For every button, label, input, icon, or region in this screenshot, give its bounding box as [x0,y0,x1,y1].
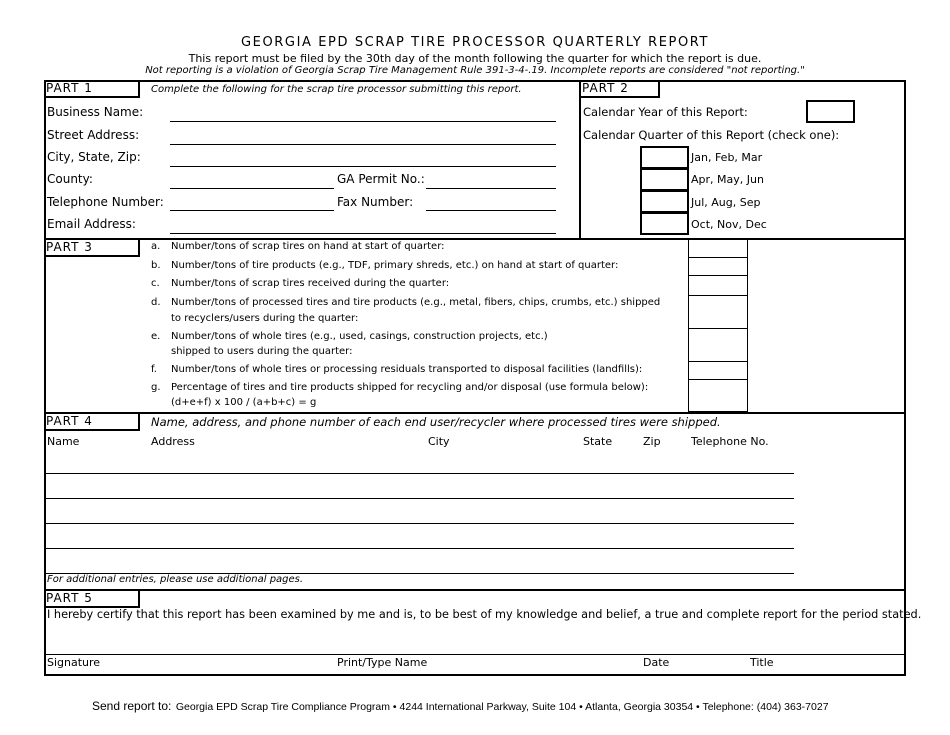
item-b-letter: b. [151,260,161,271]
col-state: State [583,435,613,448]
fax-label: Fax Number: [337,195,414,209]
form-warning: Not reporting is a violation of Georgia Scrap Tire Management Rule 391-3-4-.19. Incomplete reports are considered "not reporting." [145,65,805,76]
footer [92,697,829,715]
quarter-label-q4: Oct, Nov, Dec [691,218,767,231]
quarter-checkbox-q1[interactable] [640,146,689,169]
col-address: Address [151,435,195,448]
col-city: City [428,435,450,448]
form-title: GEORGIA EPD SCRAP TIRE PROCESSOR QUARTERLY REPORT [240,35,710,50]
send-report-address: Georgia EPD Scrap Tire Compliance Program • 4244 International Parkway, Suite 104 • Atlanta, Georgia 30354 • Telephone: (404) 363-7027 [175,701,829,713]
item-a-letter: a. [151,241,161,252]
item-e-text: Number/tons of whole tires (e.g., used, casings, construction projects, etc.) [171,331,548,342]
answer-box-c[interactable] [688,275,748,296]
quarter-label-q3: Jul, Aug, Sep [691,196,761,209]
part2-label: PART 2 [580,80,660,98]
certification-text: I hereby certify that this report has been examined by me and is, to be best of my knowledge and belief, a true and complete report for the period stated. [47,608,922,621]
col-zip: Zip [643,435,661,448]
quarter-label-q2: Apr, May, Jun [691,173,764,186]
part4-label: PART 4 [44,413,140,431]
fax-field[interactable] [426,210,556,211]
print-name-label: Print/Type Name [337,656,428,669]
item-f-letter: f. [151,364,157,375]
item-d-letter: d. [151,297,161,308]
part5-label: PART 5 [44,590,140,608]
item-g-text: Percentage of tires and tire products shipped for recycling and/or disposal (use formula below): [171,382,649,393]
city-state-zip-field[interactable] [170,166,556,167]
item-d-text-2: to recyclers/users during the quarter: [171,313,359,324]
calendar-year-label: Calendar Year of this Report: [583,105,748,119]
calendar-year-box[interactable] [806,100,855,123]
signature-line[interactable] [44,654,906,655]
answer-box-f[interactable] [688,361,748,380]
divider-part5 [44,589,906,591]
item-d-text: Number/tons of processed tires and tire products (e.g., metal, fibers, chips, crumbs, etc.) shipped [171,297,661,308]
city-state-zip-label: City, State, Zip: [47,150,141,164]
item-g-text-2: (d+e+f) x 100 / (a+b+c) = g [171,397,317,408]
part4-footnote: For additional entries, please use additional pages. [47,574,304,585]
divider-part1-part2 [579,80,581,240]
email-label: Email Address: [47,217,136,231]
telephone-label: Telephone Number: [47,195,164,209]
col-telephone: Telephone No. [691,435,769,448]
part1-label: PART 1 [44,80,140,98]
street-address-field[interactable] [170,144,556,145]
calendar-quarter-label: Calendar Quarter of this Report (check one): [583,128,840,142]
item-e-letter: e. [151,331,161,342]
divider-part4 [44,412,906,414]
quarter-checkbox-q4[interactable] [640,212,689,235]
signature-label: Signature [47,656,101,669]
item-f-text: Number/tons of whole tires or processing residuals transported to disposal facilities (landfills): [171,364,643,375]
quarter-checkbox-q2[interactable] [640,168,689,191]
answer-box-e[interactable] [688,328,748,362]
item-b-text: Number/tons of tire products (e.g., TDF, primary shreds, etc.) on hand at start of quarter: [171,260,619,271]
ga-permit-field[interactable] [426,188,556,189]
answer-box-d[interactable] [688,295,748,329]
send-report-label: Send report to: [92,699,172,713]
item-c-letter: c. [151,278,160,289]
part4-instruction: Name, address, and phone number of each end user/recycler where processed tires were shipped. [151,415,721,429]
answer-box-b[interactable] [688,257,748,276]
divider-part3 [44,238,906,240]
entry-line-1[interactable] [44,473,794,474]
business-name-label: Business Name: [47,105,144,119]
item-g-letter: g. [151,382,161,393]
answer-box-g[interactable] [688,379,748,412]
ga-permit-label: GA Permit No.: [337,172,425,186]
part3-label: PART 3 [44,239,140,257]
business-name-field[interactable] [170,121,556,122]
date-label: Date [643,656,670,669]
title-label: Title [750,656,774,669]
quarter-label-q1: Jan, Feb, Mar [691,151,763,164]
street-address-label: Street Address: [47,128,140,142]
email-field[interactable] [170,233,556,234]
telephone-field[interactable] [170,210,334,211]
answer-box-a[interactable] [688,239,748,258]
quarter-checkbox-q3[interactable] [640,190,689,213]
item-a-text: Number/tons of scrap tires on hand at start of quarter: [171,241,445,252]
part1-instruction: Complete the following for the scrap tire processor submitting this report. [151,84,522,95]
form-frame [44,80,906,676]
col-name: Name [47,435,80,448]
form-subtitle: This report must be filed by the 30th day of the month following the quarter for which the report is due. [188,52,762,65]
entry-line-4[interactable] [44,548,794,549]
entry-line-3[interactable] [44,523,794,524]
county-label: County: [47,172,93,186]
entry-line-2[interactable] [44,498,794,499]
county-field[interactable] [170,188,334,189]
item-c-text: Number/tons of scrap tires received during the quarter: [171,278,450,289]
item-e-text-2: shipped to users during the quarter: [171,346,353,357]
